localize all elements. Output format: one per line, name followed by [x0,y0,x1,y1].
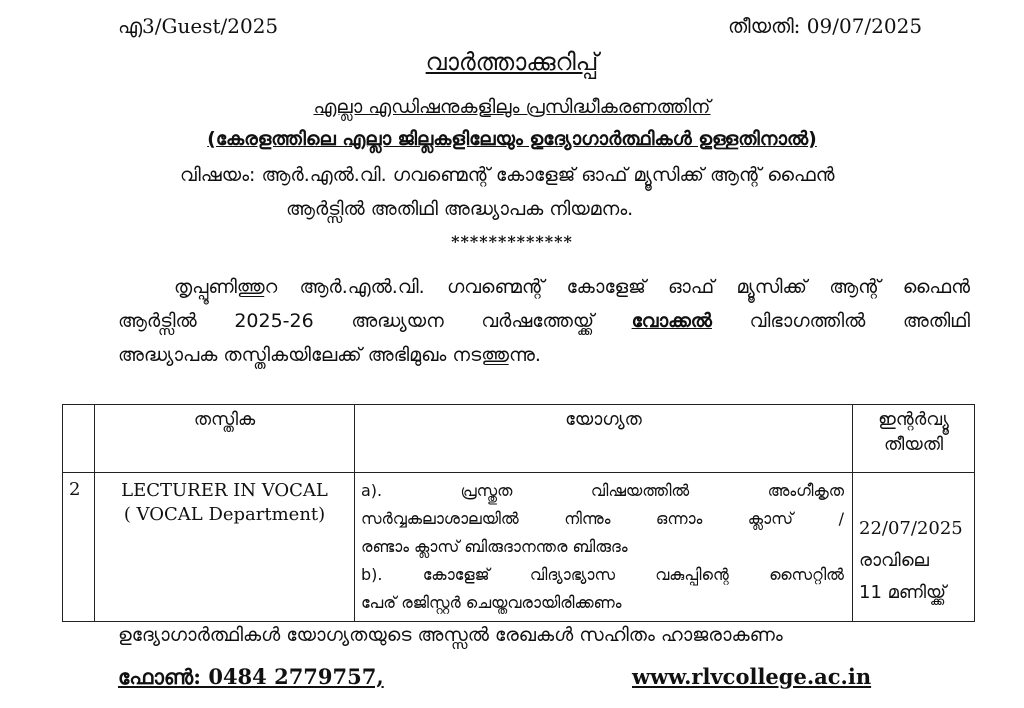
subject-line-1: വിഷയം: ആർ.എൽ.വി. ഗവണ്മെന്റ് കോളേജ് ഓഫ് മ്യൂസിക്ക് ആന്റ് ഫൈൻ [180,164,835,186]
post-title: LECTURER IN VOCAL [121,480,328,501]
header-blank [63,405,95,473]
documents-note: ഉദ്യോഗാർത്ഥികൾ യോഗ്യതയുടെ അസ്സൽ രേഖകൾ സഹിതം ഹാജരാകണം [118,624,783,646]
district-note: (കേരളത്തിലെ എല്ലാ ജില്ലകളിലേയും ഉദ്യോഗാർത്ഥികൾ ഉള്ളതിനാൽ) [207,128,817,150]
publication-note: എല്ലാ എഡിഷനുകളിലും പ്രസിദ്ധീകരണത്തിന് [313,96,711,118]
department-highlight: വോക്കൽ [631,310,712,332]
qual-b-line-1: b). കോളേജ് വിദ്യാഭ്യാസ വകുപ്പിന്റെ സൈറ്റിൽ [361,565,844,584]
body-line-2-start: ആർട്സിൽ 2025-26 അദ്ധ്യയന വർഷത്തേയ്ക്ക് [118,310,594,332]
post-department: ( VOCAL Department) [123,504,326,525]
body-line-1: തൃപ്പൂണിത്തുറ ആർ.എൽ.വി. ഗവണ്മെന്റ് കോളേജ് ഓഫ് മ്യൂസിക്ക് ആന്റ് ഫൈൻ [174,276,970,298]
vacancy-table [62,404,975,622]
subject-line-2: ആർട്സിൽ അതിഥി അദ്ധ്യാപക നിയമനം. [286,198,634,220]
document-date: തീയതി: 09/07/2025 [728,14,923,38]
header-date-label: തീയതി [883,434,944,455]
separator: ************* [451,232,573,251]
reference-number: എ3/Guest/2025 [118,14,279,38]
row-number: 2 [63,473,95,622]
body-line-2-end: വിഭാഗത്തിൽ അതിഥി [749,310,971,332]
interview-time: 11 മണിയ്ക്ക് [859,582,946,603]
body-line-3: അദ്ധ്യാപക തസ്തികയിലേക്ക് അഭിമുഖം നടത്തുന്നു. [118,344,541,366]
qualification-cell [355,473,853,622]
interview-session: രാവിലെ [859,550,929,571]
qual-a-line-1: a). പ്രസ്തുത വിഷയത്തിൽ അംഗീകൃത [361,481,844,500]
qual-a-line-3: രണ്ടാം ക്ലാസ് ബിരുദാനന്തര ബിരുദം [361,537,628,556]
header-interview-label: ഇന്റർവ്യൂ [878,409,949,430]
header-qualification: യോഗ്യത [355,405,853,473]
header-interview-date [853,405,975,473]
interview-date-cell [853,473,975,622]
qual-a-line-2: സർവ്വകലാശാലയിൽ നിന്നും ഒന്നാം ക്ലാസ് / [361,509,844,528]
interview-date: 22/07/2025 [859,518,963,539]
body-line-2 [118,304,970,338]
table-row [63,473,975,622]
phone-number: ഫോൺ: 0484 2779757, [118,664,384,689]
body-paragraph [118,270,970,372]
header-post: തസ്തിക [95,405,355,473]
table-header-row [63,405,975,473]
post-cell [95,473,355,622]
page-title: വാർത്താക്കുറിപ്പ് [425,48,599,76]
website-link[interactable]: www.rlvcollege.ac.in [632,664,872,689]
qual-b-line-2: പേര് രജിസ്റ്റർ ചെയ്തവരായിരിക്കണം [361,593,622,612]
